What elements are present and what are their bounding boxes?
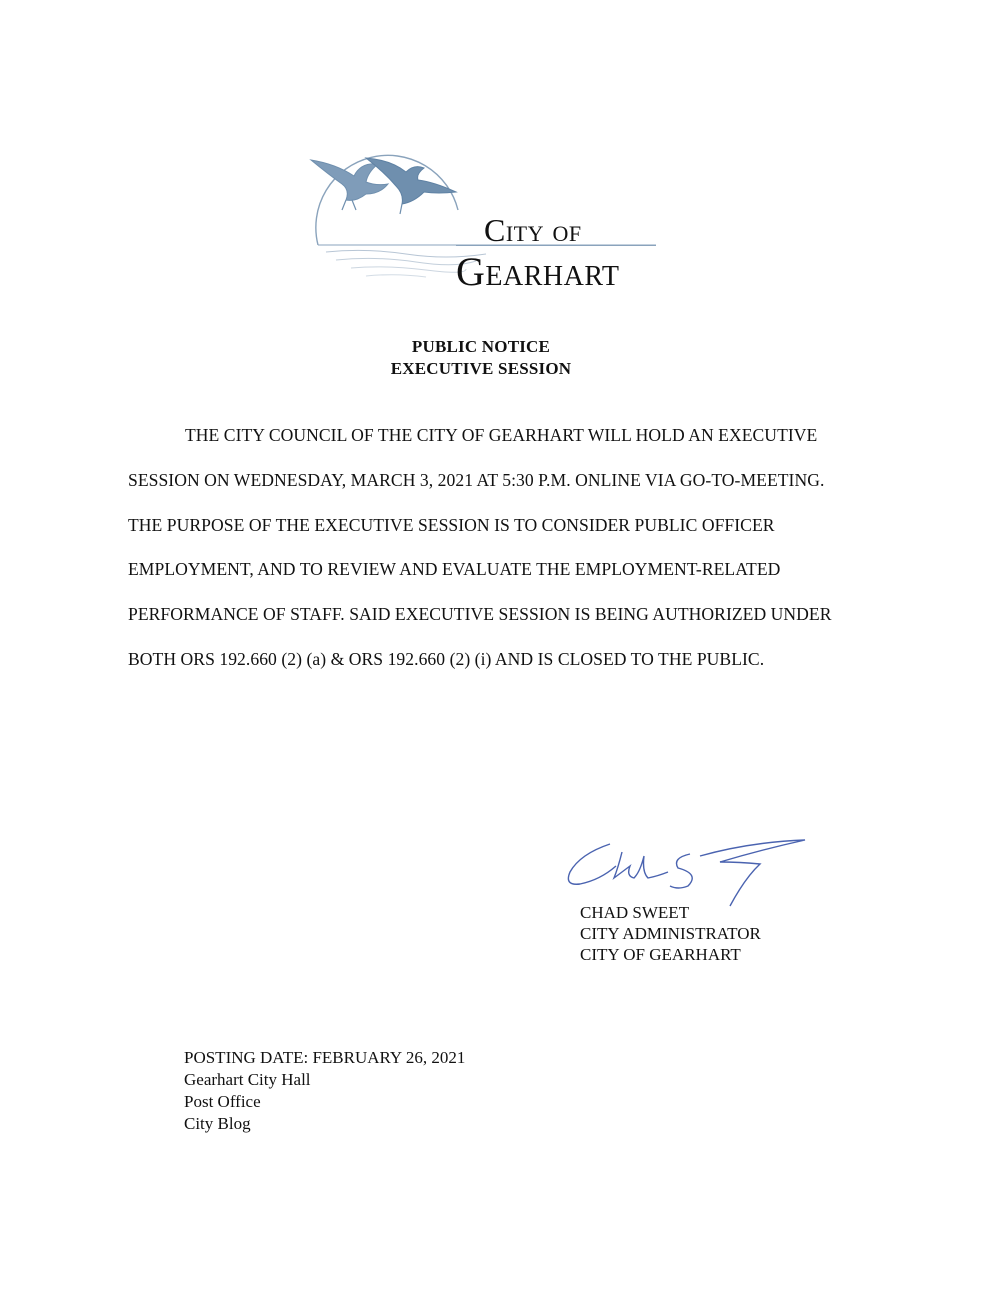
logo-text-city-of: City of <box>484 212 582 248</box>
signature-image <box>560 832 820 912</box>
signatory-name: CHAD SWEET <box>580 903 690 922</box>
logo-text-gearhart: Gearhart <box>456 249 620 294</box>
notice-subtitle: EXECUTIVE SESSION <box>390 359 572 378</box>
notice-title: PUBLIC NOTICE <box>411 337 551 356</box>
notice-body: THE CITY COUNCIL OF THE CITY OF GEARHART WILL HOLD AN EXECUTIVE SESSION ON WEDNESDAY, MARCH 3, 2021 AT 5:30 P.M. ONLINE VIA GO-TO-MEETING. THE PURPOSE OF THE EXECUTIVE SESSION IS TO CONSIDER PUBLIC OFFICER EMPLOYMENT, AND TO REVIEW AND EVALUATE THE EMPLOYMENT-RELATED PERFORMANCE OF STAFF. SAID EXECUTIVE SESSION IS BEING AUTHORIZED UNDER BOTH ORS 192.660 (2) (a) & ORS 192.660 (2) (i) AND IS CLOSED TO THE PUBLIC. <box>128 425 832 669</box>
signatory-block <box>580 902 761 965</box>
signatory-title: CITY ADMINISTRATOR <box>580 924 761 943</box>
posting-block <box>184 1047 465 1135</box>
signatory-organization: CITY OF GEARHART <box>580 945 741 964</box>
city-logo <box>306 150 666 295</box>
posting-location: Gearhart City Hall <box>184 1070 311 1089</box>
posting-date: POSTING DATE: FEBRUARY 26, 2021 <box>184 1048 466 1067</box>
posting-location: City Blog <box>184 1114 251 1133</box>
posting-location: Post Office <box>184 1092 261 1111</box>
